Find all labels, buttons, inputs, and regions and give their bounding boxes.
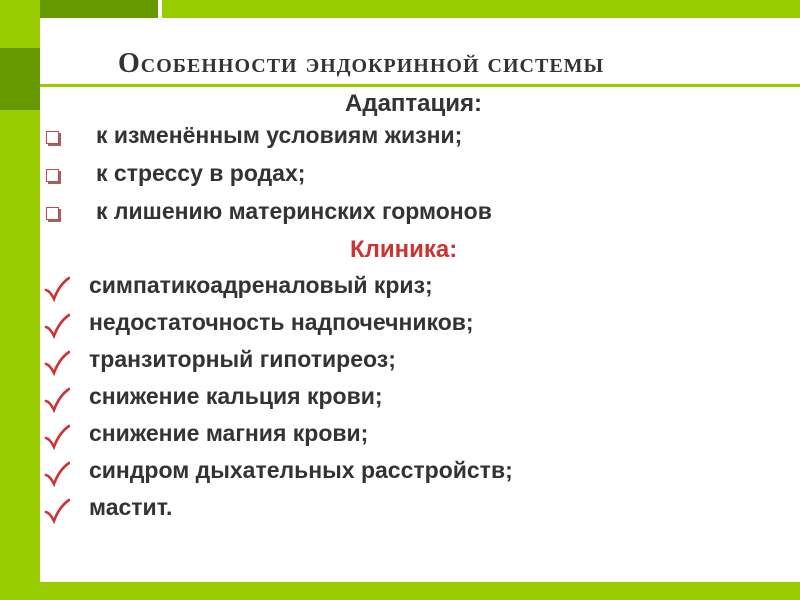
adaptation-item-text: к изменённым условиям жизни; bbox=[96, 122, 463, 148]
adaptation-item-text: к лишению материнских гормонов bbox=[96, 198, 492, 224]
clinic-heading: Клиника: bbox=[350, 236, 458, 263]
square-bullet-icon bbox=[46, 207, 59, 220]
checkmark-icon bbox=[44, 313, 70, 339]
clinic-item-text: снижение кальция крови; bbox=[89, 383, 383, 409]
clinic-item-text: синдром дыхательных расстройств; bbox=[89, 457, 513, 483]
clinic-item-text: мастит. bbox=[89, 494, 173, 520]
checkmark-icon bbox=[44, 387, 70, 413]
title-area bbox=[40, 18, 800, 84]
checkmark-icon bbox=[44, 350, 70, 376]
adaptation-heading: Адаптация: bbox=[345, 90, 483, 117]
clinic-item-text: транзиторный гипотиреоз; bbox=[89, 346, 396, 372]
clinic-item-text: недостаточность надпочечников; bbox=[89, 309, 474, 335]
top-frame-accent bbox=[40, 0, 158, 18]
slide-title: Особенности эндокринной системы bbox=[118, 48, 605, 79]
left-frame-accent bbox=[0, 48, 40, 110]
title-underline bbox=[40, 84, 800, 87]
clinic-item-text: симпатикоадреналовый криз; bbox=[89, 272, 433, 298]
checkmark-icon bbox=[44, 461, 70, 487]
bottom-frame-band bbox=[40, 582, 800, 600]
clinic-item-text: снижение магния крови; bbox=[89, 420, 369, 446]
square-bullet-icon bbox=[46, 131, 59, 144]
adaptation-item-text: к стрессу в родах; bbox=[96, 160, 306, 186]
square-bullet-icon bbox=[46, 169, 59, 182]
checkmark-icon bbox=[44, 276, 70, 302]
checkmark-icon bbox=[44, 498, 70, 524]
checkmark-icon bbox=[44, 424, 70, 450]
top-frame-gap bbox=[158, 0, 162, 18]
